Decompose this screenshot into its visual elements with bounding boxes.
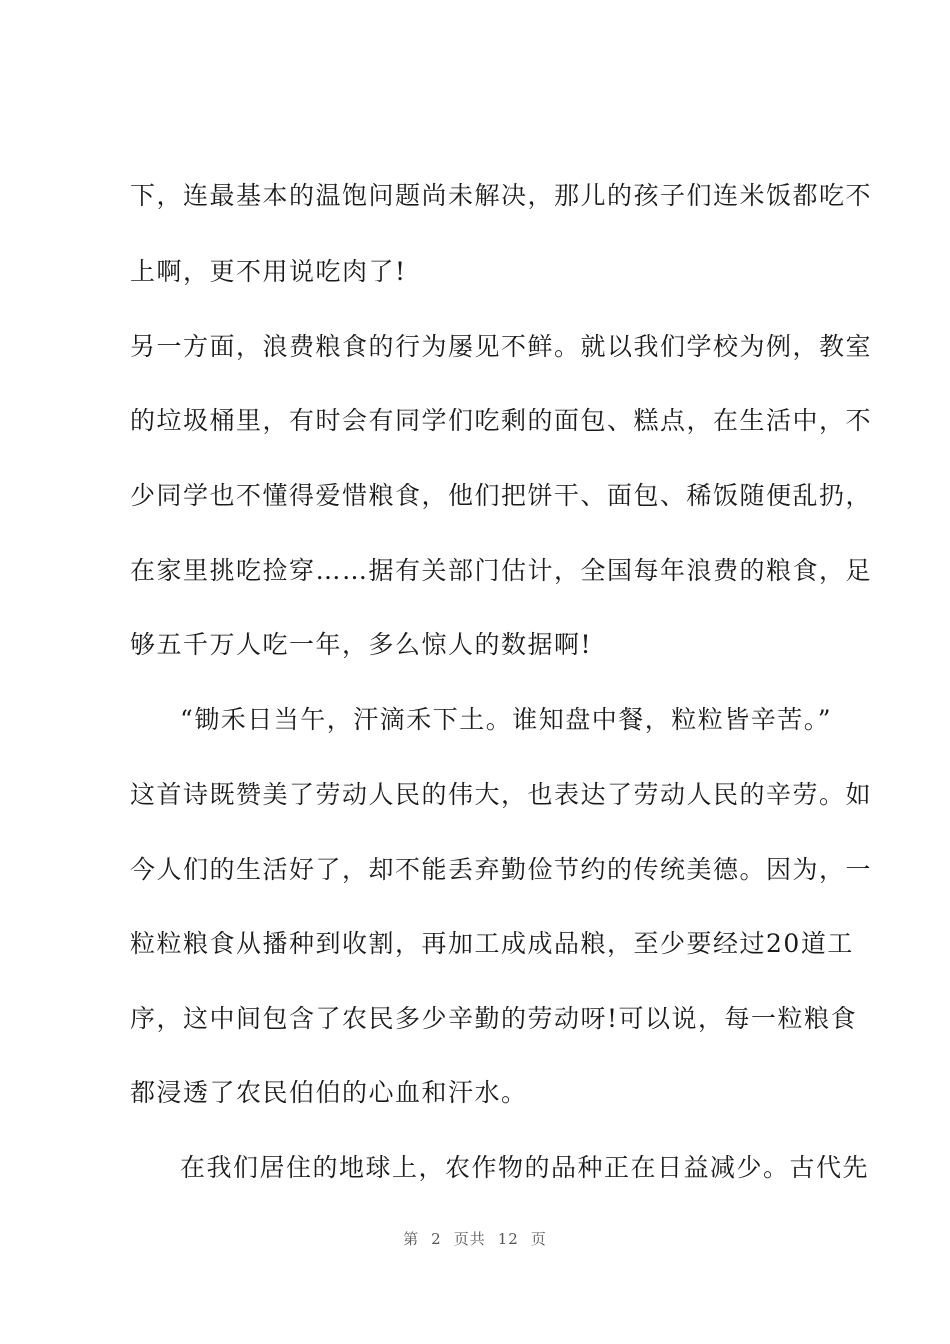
body-line: 序，这中间包含了农民多少辛勤的劳动呀!可以说，每一粒粮食 [130,1004,858,1033]
body-line: 少同学也不懂得爱惜粮食，他们把饼干、面包、稀饭随便乱扔， [130,481,873,510]
body-line: 都浸透了农民伯伯的心血和汗水。 [130,1078,528,1107]
body-line: 上啊，更不用说吃肉了! [130,257,407,286]
footer-mid: 页共 [453,1230,486,1248]
page-number-footer [0,1228,950,1249]
body-line: 的垃圾桶里，有时会有同学们吃剩的面包、糕点，在生活中，不 [130,406,873,435]
footer-current-page: 2 [431,1230,442,1248]
body-line: 够五千万人吃一年，多么惊人的数据啊! [130,630,593,659]
body-line: 下，连最基本的温饱问题尚未解决，那儿的孩子们连米饭都吃不 [130,181,873,210]
body-line: 这首诗既赞美了劳动人民的伟大，也表达了劳动人民的辛劳。如 [130,780,873,809]
body-line: 在家里挑吃捡穿……据有关部门估计，全国每年浪费的粮食，足 [130,556,873,585]
body-line: 今人们的生活好了，却不能丢弃勤俭节约的传统美德。因为，一 [130,855,873,884]
body-line: “锄禾日当午，汗滴禾下土。谁知盘中餐，粒粒皆辛苦。” [180,705,833,734]
body-line: 另一方面，浪费粮食的行为屡见不鲜。就以我们学校为例，教室 [130,332,873,361]
body-line: 在我们居住的地球上，农作物的品种正在日益减少。古代先 [180,1153,870,1182]
footer-suffix: 页 [530,1230,547,1248]
footer-prefix: 第 [403,1230,420,1248]
footer-total-pages: 12 [497,1230,519,1248]
body-line: 粒粒粮食从播种到收割，再加工成成品粮，至少要经过20道工 [130,929,854,958]
